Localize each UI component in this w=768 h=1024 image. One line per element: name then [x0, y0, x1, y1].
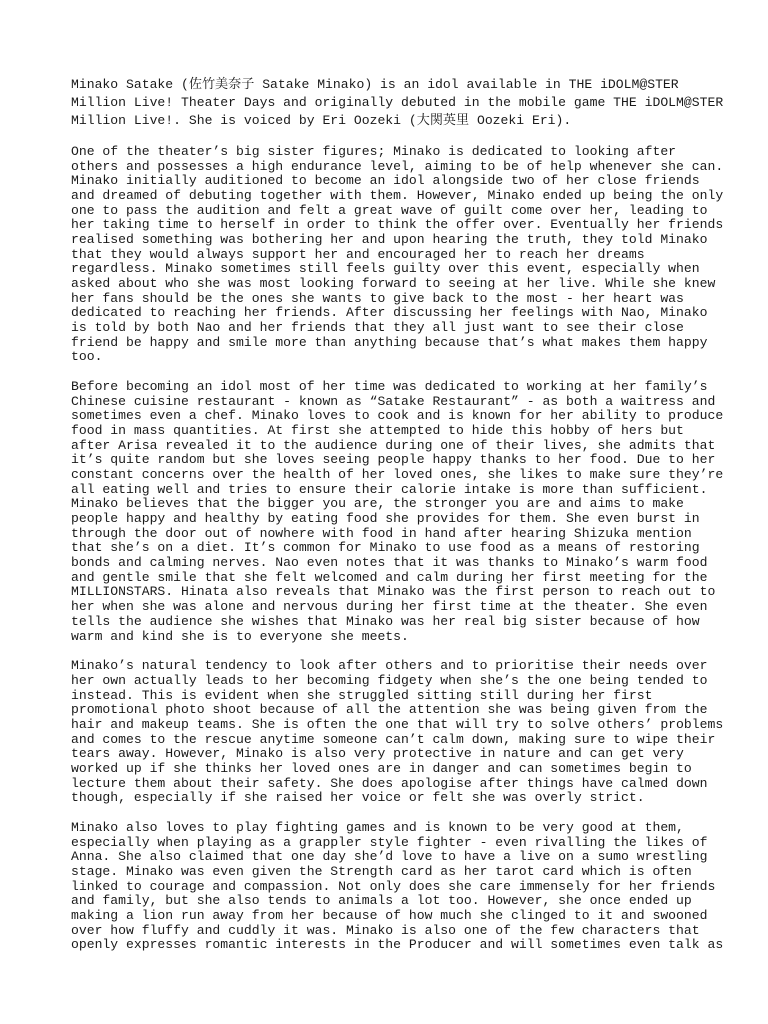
text-line: Minako initially auditioned to become an idol alongside two of her close friends	[71, 173, 700, 189]
text-line: others and possesses a high endurance level, aiming to be of help whenever she can.	[71, 158, 724, 174]
text-line: hair and makeup teams. She is often the one that will try to solve others’ problems	[71, 716, 724, 732]
text-line: all eating well and tries to ensure their calorie intake is more than sufficient.	[71, 481, 708, 497]
text-line: friend be happy and smile more than anything because that’s what makes them happy	[71, 334, 708, 350]
text-line: and comes to the rescue anytime someone can’t calm down, making sure to wipe their	[71, 731, 716, 747]
paragraph-intro	[71, 76, 724, 130]
text-line: tells the audience she wishes that Minako was her real big sister because of how	[71, 613, 700, 629]
text-line: food in mass quantities. At first she attempted to hide this hobby of hers but	[71, 423, 684, 439]
text-line: her fans should be the ones she wants to give back to the most - her heart was	[71, 290, 684, 306]
text-line: Million Live! Theater Days and originally debuted in the mobile game THE iDOLM@STER	[71, 95, 724, 110]
paragraph-fighting-games	[71, 819, 724, 953]
text-line: her when she was alone and nervous during her first time at the theater. She even	[71, 599, 708, 615]
text-line: especially when playing as a grappler style fighter - even rivalling the likes of	[71, 834, 708, 850]
text-line: that they would always support her and encouraged her to reach her dreams	[71, 246, 645, 262]
text-line: bonds and calming nerves. Nao even notes that it was thanks to Minako’s warm food	[71, 555, 708, 571]
text-line: though, especially if she raised her voice or felt she was overly strict.	[71, 790, 645, 806]
text-line: lecture them about their safety. She does apologise after things have calmed down	[71, 775, 708, 791]
text-line: instead. This is evident when she struggled sitting still during her first	[71, 687, 653, 703]
paragraph-caretaker	[71, 658, 724, 806]
text-line: openly expresses romantic interests in the Producer and will sometimes even talk as	[71, 937, 724, 953]
text-line: warm and kind she is to everyone she meets.	[71, 628, 409, 644]
text-line: Minako also loves to play fighting games and is known to be very good at them,	[71, 819, 684, 835]
text-line: Before becoming an idol most of her time was dedicated to working at her family’s	[71, 379, 708, 395]
text-line: regardless. Minako sometimes still feels guilty over this event, especially when	[71, 261, 700, 277]
text-line: too.	[71, 349, 103, 365]
text-line: Minako believes that the bigger you are, the stronger you are and aims to make	[71, 496, 684, 512]
text-line: and family, but she also tends to animals a lot too. However, she once ended up	[71, 893, 692, 909]
text-line: Million Live!. She is voiced by Eri Oozeki (大関英里 Oozeki Eri).	[71, 113, 572, 128]
text-line: making a lion run away from her because of how much she clinged to it and swooned	[71, 907, 708, 923]
document-body	[71, 76, 724, 968]
text-line: over how fluffy and cuddly it was. Minako is also one of the few characters that	[71, 922, 700, 938]
text-line: One of the theater’s big sister figures; Minako is dedicated to looking after	[71, 144, 677, 159]
text-line: her own actually leads to her becoming fidgety when she’s the one being tended to	[71, 672, 708, 688]
text-line: constant concerns over the health of her loved ones, she likes to make sure they’re	[71, 467, 724, 483]
text-line: stage. Minako was even given the Strength card as her tarot card which is often	[71, 863, 692, 879]
text-line: asked about who she was most looking forward to seeing at her live. While she knew	[71, 276, 716, 292]
text-line: Minako’s natural tendency to look after others and to prioritise their needs over	[71, 658, 708, 674]
text-line: it’s quite random but she loves seeing people happy thanks to her food. Due to her	[71, 452, 716, 468]
text-line: Anna. She also claimed that one day she’d love to have a live on a sumo wrestling	[71, 849, 708, 865]
text-line: worked up if she thinks her loved ones are in danger and can sometimes begin to	[71, 760, 692, 776]
text-line: sometimes even a chef. Minako loves to cook and is known for her ability to produce	[71, 408, 724, 424]
text-line: MILLIONSTARS. Hinata also reveals that Minako was the first person to reach out to	[71, 584, 716, 600]
text-line: through the door out of nowhere with food in hand after hearing Shizuka mention	[71, 525, 692, 541]
text-line: tears away. However, Minako is also very protective in nature and can get very	[71, 746, 684, 762]
text-line: is told by both Nao and her friends that they all just want to see their close	[71, 320, 684, 336]
text-line: promotional photo shoot because of all the attention she was being given from the	[71, 702, 708, 718]
text-line: Minako Satake (佐竹美奈子 Satake Minako) is an idol available in THE iDOLM@STER	[71, 77, 679, 92]
text-line: and gentle smile that she felt welcomed and calm during her first meeting for the	[71, 569, 708, 585]
text-line: linked to courage and compassion. Not only does she care immensely for her friends	[71, 878, 716, 894]
text-line: that she’s on a diet. It’s common for Minako to use food as a means of restoring	[71, 540, 700, 556]
text-line: dedicated to reaching her friends. After discussing her feelings with Nao, Minako	[71, 305, 708, 321]
text-line: realised something was bothering her and upon hearing the truth, they told Minako	[71, 232, 708, 248]
paragraph-restaurant	[71, 379, 724, 644]
paragraph-big-sister	[71, 144, 724, 365]
text-line: and dreamed of debuting together with them. However, Minako ended up being the only	[71, 188, 724, 204]
text-line: Chinese cuisine restaurant - known as “Satake Restaurant” - as both a waitress and	[71, 393, 716, 409]
text-line: after Arisa revealed it to the audience during one of their lives, she admits that	[71, 437, 716, 453]
text-line: one to pass the audition and felt a great wave of guilt come over her, leading to	[71, 202, 708, 218]
text-line: people happy and healthy by eating food she provides for them. She even burst in	[71, 511, 700, 527]
text-line: her taking time to herself in order to think the offer over. Eventually her friends	[71, 217, 724, 233]
